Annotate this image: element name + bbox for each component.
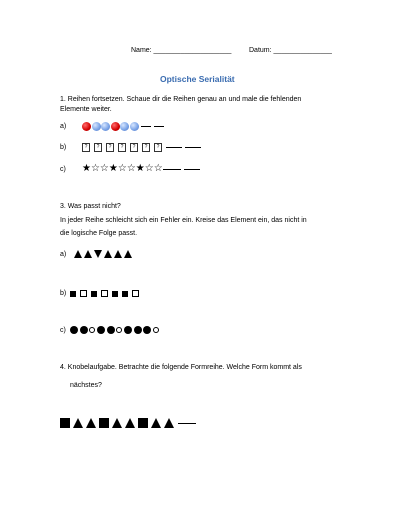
ball-sequence	[82, 122, 139, 131]
task4-heading-line2: nächstes?	[70, 382, 102, 389]
task3-row-c	[60, 326, 161, 334]
answer-blank[interactable]	[178, 423, 196, 424]
task3-row-a	[60, 250, 134, 258]
task1-heading-line1: 1. Reihen fortsetzen. Schaue dir die Reihen genau an und male die fehlenden	[60, 96, 302, 103]
square-icon	[60, 418, 70, 428]
triangle-icon	[73, 418, 83, 428]
blue-ball-icon	[120, 122, 129, 131]
triangle-sequence	[74, 250, 134, 258]
triangle-down-icon	[94, 250, 102, 258]
answer-blank[interactable]	[166, 147, 182, 148]
triangle-icon	[125, 418, 135, 428]
star-sequence: ★☆☆★☆☆★☆☆	[82, 163, 163, 174]
row-label-a: a)	[60, 123, 67, 130]
row-label-c: c)	[60, 165, 66, 173]
triangle-up-icon	[84, 250, 92, 258]
blue-ball-icon	[101, 122, 110, 131]
filled-square-icon	[112, 291, 118, 297]
filled-circle-icon	[70, 326, 78, 334]
filled-circle-icon	[134, 326, 142, 334]
open-square-icon	[80, 290, 87, 297]
name-field-label: Name: ____________________	[131, 47, 232, 54]
red-ball-icon	[111, 122, 120, 131]
answer-blank[interactable]	[163, 169, 181, 170]
triangle-up-icon	[124, 250, 132, 258]
row-label-c: c)	[60, 326, 66, 334]
row-label-b: b)	[60, 144, 67, 151]
square-icon	[138, 418, 148, 428]
triangle-up-icon	[114, 250, 122, 258]
placeholder-box: ?	[154, 143, 162, 152]
triangle-up-icon	[74, 250, 82, 258]
task1-row-c	[60, 164, 200, 174]
filled-square-icon	[122, 291, 128, 297]
filled-square-icon	[91, 291, 97, 297]
triangle-up-icon	[104, 250, 112, 258]
open-square-icon	[132, 290, 139, 297]
blue-ball-icon	[92, 122, 101, 131]
page-title: Optische Serialität	[160, 74, 235, 84]
filled-circle-icon	[107, 326, 115, 334]
blue-ball-icon	[130, 122, 139, 131]
placeholder-box: ?	[130, 143, 138, 152]
date-field-label: Datum: _______________	[249, 47, 332, 54]
open-square-icon	[101, 290, 108, 297]
placeholder-box: ?	[94, 143, 102, 152]
open-circle-icon	[89, 327, 95, 333]
task4-shape-row	[60, 418, 196, 428]
square-icon	[99, 418, 109, 428]
triangle-icon	[151, 418, 161, 428]
filled-circle-icon	[80, 326, 88, 334]
task3-instruction-line1: In jeder Reihe schleicht sich ein Fehler ein. Kreise das Element ein, das nicht in	[60, 217, 307, 224]
task1-row-b	[60, 143, 201, 152]
answer-blank[interactable]	[154, 126, 164, 127]
triangle-icon	[86, 418, 96, 428]
circle-sequence	[70, 326, 161, 334]
task3-row-b	[60, 290, 143, 297]
task3-instruction-line2: die logische Folge passt.	[60, 230, 138, 237]
triangle-icon	[112, 418, 122, 428]
filled-circle-icon	[124, 326, 132, 334]
placeholder-sequence	[82, 143, 166, 152]
red-ball-icon	[82, 122, 91, 131]
placeholder-box: ?	[82, 143, 90, 152]
filled-circle-icon	[97, 326, 105, 334]
filled-circle-icon	[143, 326, 151, 334]
placeholder-box: ?	[106, 143, 114, 152]
row-label-b: b)	[60, 290, 67, 297]
task1-heading-line2: Elemente weiter.	[60, 106, 112, 113]
answer-blank[interactable]	[141, 126, 151, 127]
task1-row-a	[60, 122, 164, 131]
square-sequence	[70, 290, 143, 297]
open-circle-icon	[153, 327, 159, 333]
placeholder-box: ?	[142, 143, 150, 152]
filled-square-icon	[70, 291, 76, 297]
placeholder-box: ?	[118, 143, 126, 152]
shape-sequence	[60, 418, 177, 428]
answer-blank[interactable]	[185, 147, 201, 148]
task4-heading-line1: 4. Knobelaufgabe. Betrachte die folgende Formreihe. Welche Form kommt als	[60, 364, 302, 371]
triangle-icon	[164, 418, 174, 428]
open-circle-icon	[116, 327, 122, 333]
task3-heading: 3. Was passt nicht?	[60, 203, 121, 210]
row-label-a: a)	[60, 250, 67, 258]
answer-blank[interactable]	[184, 169, 200, 170]
